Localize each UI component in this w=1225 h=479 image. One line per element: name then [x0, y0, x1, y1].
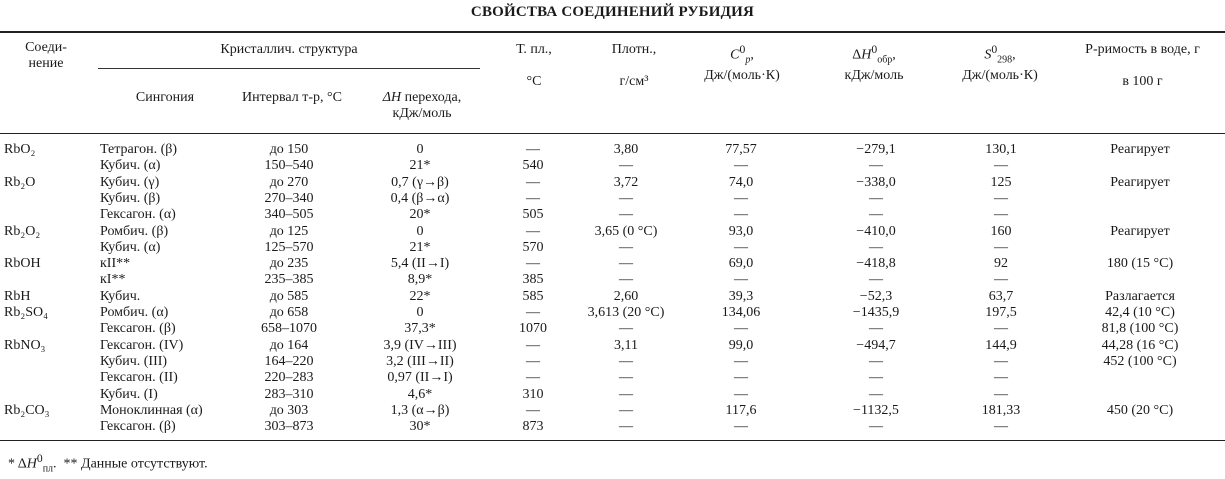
melting-point-cell: 505	[522, 207, 544, 222]
syngony-cell: Кубич. (III)	[100, 354, 168, 369]
entropy-cell: —	[994, 191, 1008, 206]
melting-point-cell: 310	[522, 387, 544, 402]
entropy-cell: —	[994, 354, 1008, 369]
heat-capacity-cell: —	[734, 191, 748, 206]
enthalpy-formation-cell: —	[869, 272, 883, 287]
solubility-cell: 180 (15 °C)	[1106, 256, 1174, 271]
interval-cell: 658–1070	[261, 321, 317, 336]
interval-cell: 235–385	[264, 272, 314, 287]
entropy-cell: 130,1	[985, 142, 1017, 157]
interval-cell: до 585	[269, 289, 309, 304]
heat-capacity-cell: —	[734, 354, 748, 369]
melting-point-cell: —	[526, 142, 540, 157]
melting-point-cell: 873	[522, 419, 544, 434]
enthalpy-formation-cell: —	[869, 370, 883, 385]
entropy-cell: 144,9	[985, 338, 1017, 353]
heat-capacity-cell: —	[734, 240, 748, 255]
heat-capacity-cell: —	[734, 207, 748, 222]
entropy-cell: —	[994, 272, 1008, 287]
dh-transition-cell: 0,4 (β→α)	[390, 191, 450, 206]
melting-point-cell: —	[526, 370, 540, 385]
enthalpy-formation-cell: —	[869, 240, 883, 255]
header-solubility: Р-римость в воде, г в 100 г	[1085, 42, 1200, 89]
melting-point-cell: —	[526, 256, 540, 271]
density-cell: —	[619, 158, 633, 173]
density-cell: —	[619, 321, 633, 336]
top-rule	[0, 31, 1225, 33]
enthalpy-formation-cell: —	[869, 354, 883, 369]
entropy-cell: —	[994, 158, 1008, 173]
interval-cell: 340–505	[264, 207, 314, 222]
enthalpy-formation-cell: —	[869, 387, 883, 402]
dh-transition-cell: 37,3*	[404, 321, 436, 336]
crystal-structure-rule	[98, 68, 480, 69]
dh-transition-cell: 4,6*	[407, 387, 433, 402]
dh-transition-cell: 0	[416, 305, 424, 320]
density-cell: 3,11	[614, 338, 638, 353]
density-cell: 3,80	[613, 142, 639, 157]
entropy-cell: —	[994, 321, 1008, 336]
interval-cell: 283–310	[264, 387, 314, 402]
compound-cell: Rb₂CO₃	[4, 403, 50, 418]
heat-capacity-cell: 117,6	[725, 403, 757, 418]
syngony-cell: Кубич.	[100, 289, 141, 304]
dh-transition-cell: 22*	[409, 289, 431, 304]
dh-transition-cell: 8,9*	[407, 272, 433, 287]
solubility-cell: Реагирует	[1110, 175, 1170, 190]
melting-point-cell: —	[526, 305, 540, 320]
syngony-cell: Гексагон. (β)	[100, 419, 176, 434]
compound-cell: Rb₂SO₄	[4, 305, 48, 320]
header-dh-transition: ΔH перехода, кДж/моль	[382, 90, 462, 121]
interval-cell: до 125	[269, 224, 309, 239]
dh-transition-cell: 0	[416, 224, 424, 239]
compound-cell: Rb₂O₂	[4, 224, 41, 239]
solubility-cell: 44,28 (16 °C)	[1101, 338, 1179, 353]
syngony-cell: Гексагон. (IV)	[100, 338, 184, 353]
density-cell: —	[619, 256, 633, 271]
header-rule	[0, 133, 1225, 134]
melting-point-cell: 540	[522, 158, 544, 173]
header-compound: Соеди- нение	[25, 40, 67, 71]
density-cell: 3,613 (20 °C)	[587, 305, 665, 320]
compound-cell: RbNO₃	[4, 338, 46, 353]
density-cell: —	[619, 207, 633, 222]
heat-capacity-cell: —	[734, 370, 748, 385]
melting-point-cell: —	[526, 354, 540, 369]
enthalpy-formation-cell: −410,0	[856, 224, 896, 239]
syngony-cell: Кубич. (α)	[100, 240, 161, 255]
enthalpy-formation-cell: —	[869, 419, 883, 434]
syngony-cell: Тетрагон. (β)	[100, 142, 178, 157]
enthalpy-formation-cell: —	[869, 207, 883, 222]
syngony-cell: Моноклинная (α)	[100, 403, 203, 418]
solubility-cell: Реагирует	[1110, 224, 1170, 239]
header-melting-point: Т. пл., °C	[516, 42, 552, 89]
header-crystal-structure: Кристаллич. структура	[220, 42, 358, 57]
heat-capacity-cell: 134,06	[721, 305, 761, 320]
interval-cell: до 164	[269, 338, 309, 353]
enthalpy-formation-cell: −494,7	[856, 338, 896, 353]
solubility-cell: 81,8 (100 °C)	[1101, 321, 1179, 336]
bottom-rule	[0, 440, 1225, 441]
density-cell: —	[619, 191, 633, 206]
header-enthalpy-formation: $\Delta H^0_{обр}$, кДж/моль	[844, 43, 904, 84]
enthalpy-formation-cell: −279,1	[856, 142, 896, 157]
dh-transition-cell: 30*	[409, 419, 431, 434]
enthalpy-formation-cell: —	[869, 191, 883, 206]
enthalpy-formation-cell: −1132,5	[853, 403, 899, 418]
enthalpy-formation-cell: −52,3	[859, 289, 893, 304]
heat-capacity-cell: 93,0	[728, 224, 754, 239]
density-cell: —	[619, 240, 633, 255]
melting-point-cell: —	[526, 338, 540, 353]
heat-capacity-cell: —	[734, 419, 748, 434]
heat-capacity-cell: 39,3	[728, 289, 754, 304]
heat-capacity-cell: —	[734, 387, 748, 402]
melting-point-cell: 570	[522, 240, 544, 255]
header-syngony: Сингония	[135, 90, 195, 105]
density-cell: —	[619, 419, 633, 434]
syngony-cell: Кубич. (β)	[100, 191, 161, 206]
dh-transition-cell: 0,97 (II→I)	[387, 370, 453, 385]
heat-capacity-cell: —	[734, 321, 748, 336]
syngony-cell: Кубич. (α)	[100, 158, 161, 173]
dh-transition-cell: 21*	[409, 240, 431, 255]
melting-point-cell: 1070	[519, 321, 547, 336]
melting-point-cell: —	[526, 403, 540, 418]
dh-transition-cell: 3,9 (IV→III)	[383, 338, 457, 353]
heat-capacity-cell: 99,0	[728, 338, 754, 353]
interval-cell: до 270	[269, 175, 309, 190]
density-cell: 3,72	[613, 175, 639, 190]
enthalpy-formation-cell: —	[869, 321, 883, 336]
interval-cell: до 658	[269, 305, 309, 320]
heat-capacity-cell: 77,57	[725, 142, 757, 157]
density-cell: 2,60	[613, 289, 639, 304]
entropy-cell: —	[994, 370, 1008, 385]
solubility-cell: 450 (20 °C)	[1106, 403, 1174, 418]
melting-point-cell: 385	[522, 272, 544, 287]
syngony-cell: Гексагон. (β)	[100, 321, 176, 336]
entropy-cell: —	[994, 419, 1008, 434]
interval-cell: 150–540	[264, 158, 314, 173]
enthalpy-formation-cell: −338,0	[856, 175, 896, 190]
syngony-cell: кII**	[100, 256, 131, 271]
dh-transition-cell: 3,2 (III→II)	[386, 354, 454, 369]
interval-cell: до 150	[269, 142, 309, 157]
dh-transition-cell: 1,3 (α→β)	[390, 403, 450, 418]
heat-capacity-cell: —	[734, 158, 748, 173]
entropy-cell: 160	[990, 224, 1012, 239]
melting-point-cell: 585	[522, 289, 544, 304]
solubility-cell: Разлагается	[1105, 289, 1175, 304]
interval-cell: 164–220	[264, 354, 314, 369]
compound-cell: RbO₂	[4, 142, 36, 157]
density-cell: —	[619, 387, 633, 402]
entropy-cell: 181,33	[981, 403, 1021, 418]
enthalpy-formation-cell: —	[869, 158, 883, 173]
enthalpy-formation-cell: −418,8	[856, 256, 896, 271]
syngony-cell: Ромбич. (β)	[100, 224, 169, 239]
interval-cell: до 235	[269, 256, 309, 271]
syngony-cell: кI**	[100, 272, 126, 287]
density-cell: —	[619, 354, 633, 369]
compound-cell: Rb₂O	[4, 175, 36, 190]
enthalpy-formation-cell: −1435,9	[852, 305, 900, 320]
heat-capacity-cell: 74,0	[728, 175, 754, 190]
interval-cell: 220–283	[264, 370, 314, 385]
entropy-cell: 92	[994, 256, 1008, 271]
interval-cell: 270–340	[264, 191, 314, 206]
header-density: Плотн., г/см³	[611, 42, 657, 89]
header-heat-capacity: $C^0_p$, Дж/(моль·К)	[704, 43, 780, 84]
density-cell: —	[619, 272, 633, 287]
footnote: * $\Delta H^0_{пл}$. ** Данные отсутствуют.	[8, 452, 208, 475]
compound-cell: RbOH	[4, 256, 41, 271]
solubility-cell: 452 (100 °C)	[1103, 354, 1177, 369]
heat-capacity-cell: 69,0	[728, 256, 754, 271]
entropy-cell: —	[994, 207, 1008, 222]
interval-cell: до 303	[269, 403, 309, 418]
entropy-cell: —	[994, 240, 1008, 255]
dh-transition-cell: 21*	[409, 158, 431, 173]
heat-capacity-cell: —	[734, 272, 748, 287]
dh-transition-cell: 0	[416, 142, 424, 157]
interval-cell: 125–570	[264, 240, 314, 255]
entropy-cell: 125	[990, 175, 1012, 190]
entropy-cell: —	[994, 387, 1008, 402]
header-entropy: $S^0_{298}$, Дж/(моль·К)	[962, 43, 1038, 84]
entropy-cell: 63,7	[988, 289, 1014, 304]
melting-point-cell: —	[526, 175, 540, 190]
dh-transition-cell: 5,4 (II→I)	[390, 256, 450, 271]
table-title: СВОЙСТВА СОЕДИНЕНИЙ РУБИДИЯ	[470, 4, 755, 20]
melting-point-cell: —	[526, 224, 540, 239]
density-cell: 3,65 (0 °C)	[594, 224, 658, 239]
compound-cell: RbH	[4, 289, 31, 304]
header-interval: Интервал т-р, °C	[242, 90, 342, 105]
melting-point-cell: —	[526, 191, 540, 206]
syngony-cell: Кубич. (I)	[100, 387, 158, 402]
density-cell: —	[619, 370, 633, 385]
entropy-cell: 197,5	[985, 305, 1017, 320]
syngony-cell: Кубич. (γ)	[100, 175, 160, 190]
interval-cell: 303–873	[264, 419, 314, 434]
solubility-cell: 42,4 (10 °C)	[1105, 305, 1175, 320]
syngony-cell: Гексагон. (II)	[100, 370, 178, 385]
dh-transition-cell: 0,7 (γ→β)	[391, 175, 449, 190]
density-cell: —	[619, 403, 633, 418]
dh-transition-cell: 20*	[409, 207, 431, 222]
solubility-cell: Реагирует	[1110, 142, 1170, 157]
syngony-cell: Гексагон. (α)	[100, 207, 176, 222]
syngony-cell: Ромбич. (α)	[100, 305, 169, 320]
